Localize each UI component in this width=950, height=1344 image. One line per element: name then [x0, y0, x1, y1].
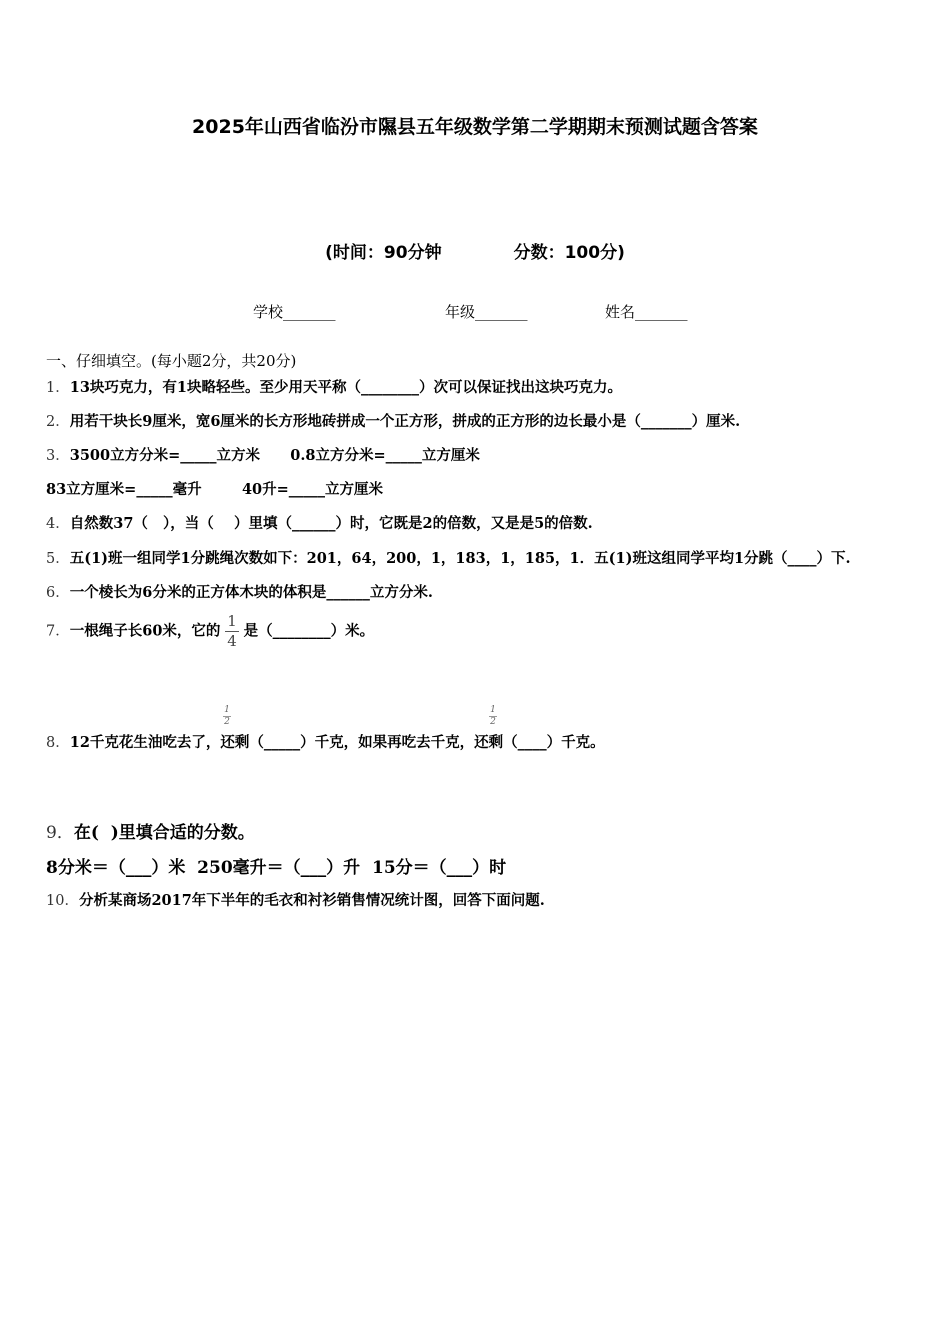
question-text: 13块巧克力，有1块略轻些。至少用天平称（________）次可以保证找出这块巧克力。 [69, 379, 622, 396]
question-number: 8． [46, 735, 70, 751]
question-number: 4． [46, 516, 70, 532]
fraction-numerator: 1 [224, 705, 230, 715]
question-text: 一个棱长为6分米的正方体木块的体积是______立方分米. [69, 584, 433, 601]
document-title: 2025年山西省临汾市隰县五年级数学第二学期期末预测试题含答案 [192, 116, 758, 138]
question-10 [46, 889, 545, 910]
question-text: 是（________）米。 [243, 622, 375, 640]
question-5 [46, 547, 851, 568]
fraction-denominator: 2 [224, 717, 230, 727]
question-number: 5． [46, 551, 70, 567]
fraction-numerator: 1 [227, 612, 237, 630]
question-number: 3． [46, 448, 70, 464]
question-3-continued [46, 478, 383, 499]
question-4 [46, 512, 593, 533]
question-text: 12千克花生油吃去了 [69, 734, 206, 751]
fraction-denominator: 4 [227, 632, 237, 650]
question-number: 9． [46, 823, 74, 843]
grade-field[interactable]: 年级_______ [445, 303, 528, 321]
question-1 [46, 376, 622, 397]
name-field[interactable]: 姓名_______ [605, 303, 688, 321]
question-6 [46, 581, 433, 602]
question-number: 1． [46, 380, 70, 396]
question-number: 2． [46, 414, 70, 430]
question-9-continued [46, 853, 506, 878]
question-text: 自然数37（ ），当（ ）里填（______）时，它既是2的倍数，又是是5的倍数. [69, 515, 593, 532]
question-text: ，还剩（_____）千克，如果再吃去 [205, 734, 431, 751]
question-number: 10． [46, 893, 79, 909]
question-9 [46, 818, 255, 843]
question-text: 在( )里填合适的分数。 [73, 823, 255, 843]
question-number: 6． [46, 585, 70, 601]
school-field[interactable]: 学校_______ [253, 303, 336, 321]
fraction-one-half [223, 706, 231, 727]
question-text: 五(1)班一组同学1分跳绳次数如下：201，64，200，1，183，1，185，1．五(1)班这组同学平均1分跳（____）下. [69, 550, 851, 567]
section-heading: 一、仔细填空。(每小题2分，共20分) [46, 352, 297, 370]
question-3 [46, 444, 480, 465]
question-2 [46, 410, 740, 431]
question-7 [46, 614, 374, 649]
question-8 [46, 731, 605, 752]
question-text: 用若干块长9厘米，宽6厘米的长方形地砖拼成一个正方形，拼成的正方形的边长最小是（_______）厘米. [69, 413, 741, 430]
question-text: 分析某商场2017年下半年的毛衣和衬衫销售情况统计图，回答下面问题. [78, 892, 545, 909]
fraction-one-half [489, 706, 497, 727]
question-text: 一根绳子长60米，它的 [69, 622, 221, 640]
fraction-one-quarter [225, 614, 239, 649]
fraction-denominator: 2 [490, 717, 496, 727]
question-text: 8分米＝（___）米 250毫升＝（___）升 15分＝（___）时 [46, 858, 507, 878]
question-text: 千克，还剩（____）千克。 [430, 734, 605, 751]
exam-meta [0, 238, 950, 263]
exam-score: 分数：100分) [513, 243, 625, 263]
question-text: 83立方厘米=_____毫升 40升=_____立方厘米 [46, 481, 384, 498]
question-text: 3500立方分米=_____立方米 0.8立方分米=_____立方厘米 [69, 447, 480, 464]
fraction-numerator: 1 [490, 705, 496, 715]
exam-time: (时间：90分钟 [325, 243, 442, 263]
question-number: 7． [46, 623, 70, 640]
